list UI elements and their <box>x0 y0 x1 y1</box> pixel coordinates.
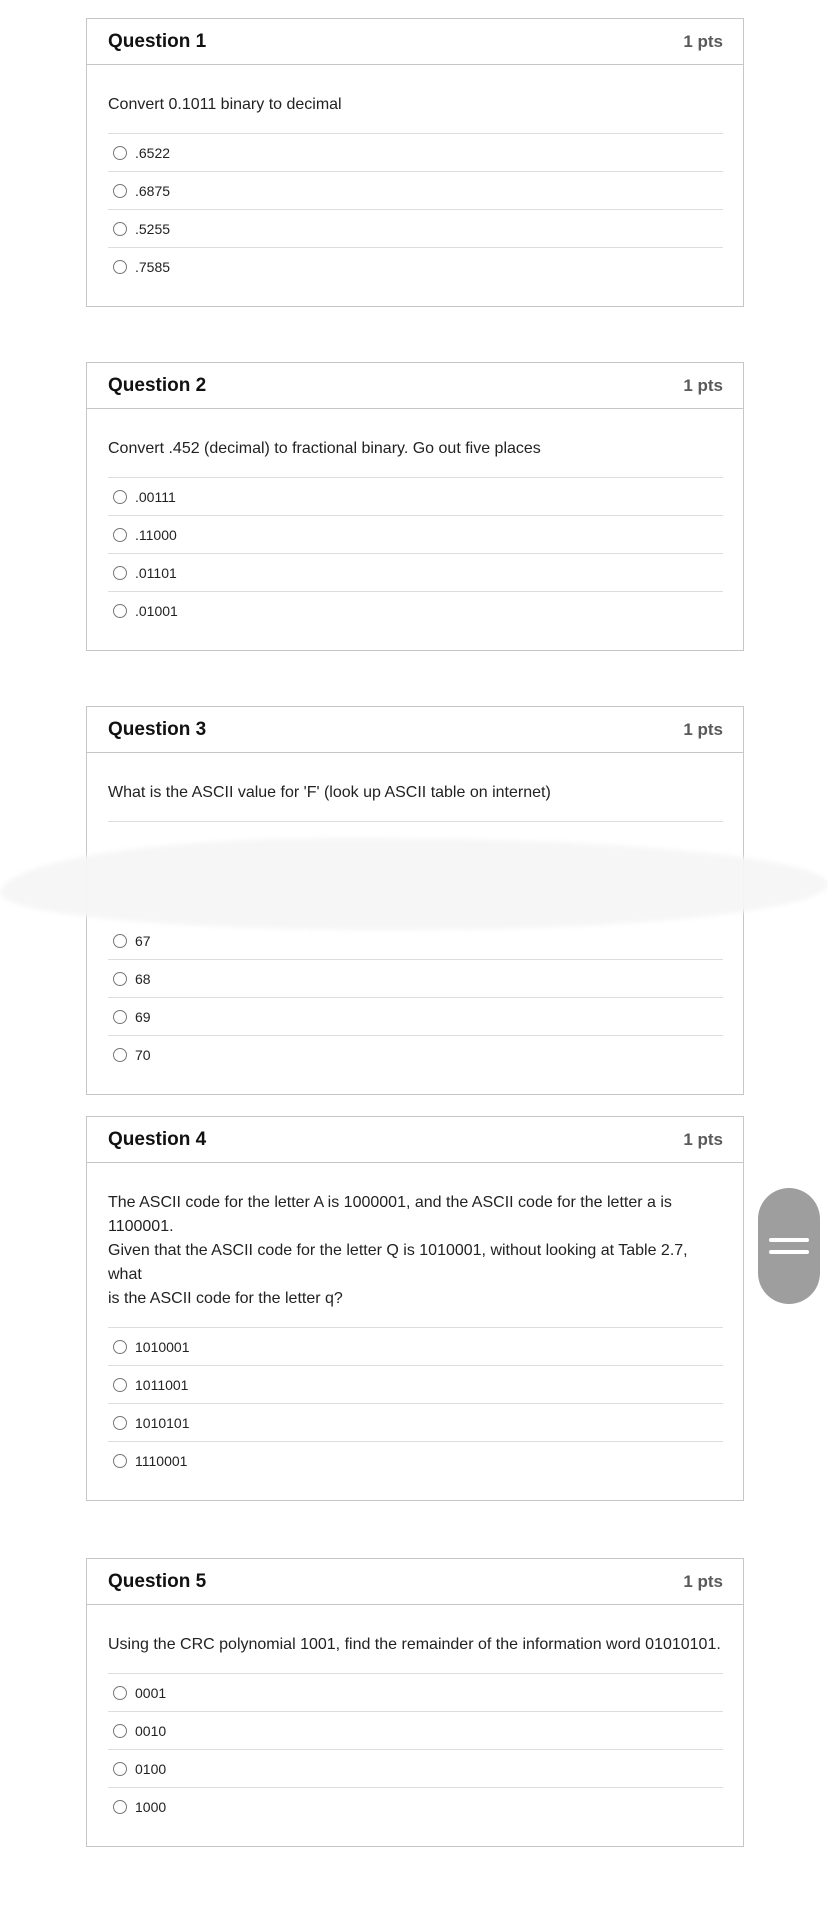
question-text: The ASCII code for the letter A is 1000001, and the ASCII code for the letter a is 1100001. Given that the ASCII code for the letter Q is 1010001, without looking at Table 2.7, what is the ASCII code for the letter q? <box>108 1194 688 1307</box>
radio-button[interactable] <box>113 1686 127 1700</box>
question-header <box>87 1559 743 1605</box>
answer-option[interactable] <box>108 1712 723 1750</box>
radio-button[interactable] <box>113 1340 127 1354</box>
question-points: 1 pts <box>683 375 723 395</box>
question-title: Question 4 <box>108 1128 207 1150</box>
answer-option[interactable] <box>108 1366 723 1404</box>
grip-line-icon <box>769 1238 809 1242</box>
answer-label: 69 <box>135 1008 151 1025</box>
answer-label: 68 <box>135 970 151 987</box>
radio-button[interactable] <box>113 1416 127 1430</box>
radio-button[interactable] <box>113 972 127 986</box>
answer-label: 1110001 <box>135 1453 188 1469</box>
radio-button[interactable] <box>113 1724 127 1738</box>
answer-option[interactable] <box>108 554 723 592</box>
question-card-5 <box>86 1558 744 1847</box>
answer-option[interactable] <box>108 998 723 1036</box>
answer-option[interactable] <box>108 1404 723 1442</box>
question-card-1 <box>86 18 744 307</box>
answer-label: .7585 <box>135 259 171 275</box>
question-header <box>87 707 743 753</box>
screen-smudge <box>0 838 828 930</box>
answer-option[interactable] <box>108 478 723 516</box>
answer-label: 0010 <box>135 1722 167 1739</box>
question-title: Question 2 <box>108 374 207 396</box>
question-points: 1 pts <box>683 719 723 739</box>
radio-button[interactable] <box>113 604 127 618</box>
question-text: What is the ASCII value for 'F' (look up ASCII table on internet) <box>108 784 551 801</box>
scroll-handle[interactable] <box>758 1188 820 1304</box>
answer-label: 1000 <box>135 1799 167 1815</box>
radio-button[interactable] <box>113 528 127 542</box>
question-card-2 <box>86 362 744 651</box>
question-text: Convert 0.1011 binary to decimal <box>108 96 342 113</box>
radio-button[interactable] <box>113 1454 127 1468</box>
answer-label: 1010001 <box>135 1338 190 1355</box>
radio-button[interactable] <box>113 260 127 274</box>
radio-button[interactable] <box>113 934 127 948</box>
radio-button[interactable] <box>113 490 127 504</box>
answer-option[interactable] <box>108 1442 723 1480</box>
answer-list <box>108 1673 723 1826</box>
answer-label: .01001 <box>135 603 178 619</box>
answer-option[interactable] <box>108 1750 723 1788</box>
radio-button[interactable] <box>113 1048 127 1062</box>
answer-option[interactable] <box>108 960 723 998</box>
question-title: Question 3 <box>108 718 207 740</box>
answer-list <box>108 477 723 630</box>
answer-label: 0100 <box>135 1760 167 1777</box>
radio-button[interactable] <box>113 222 127 236</box>
answer-list <box>108 133 723 286</box>
question-title: Question 5 <box>108 1570 207 1592</box>
answer-option[interactable] <box>108 210 723 248</box>
question-points: 1 pts <box>683 31 723 51</box>
answer-label: .00111 <box>135 488 176 505</box>
answer-option[interactable] <box>108 134 723 172</box>
answer-list <box>108 1327 723 1480</box>
question-title: Question 1 <box>108 30 207 52</box>
question-text: Using the CRC polynomial 1001, find the remainder of the information word 01010101. <box>108 1636 721 1653</box>
answer-option[interactable] <box>108 1788 723 1826</box>
answer-label: .11000 <box>135 526 177 543</box>
answer-option[interactable] <box>108 1036 723 1074</box>
radio-button[interactable] <box>113 566 127 580</box>
answer-label: 1010101 <box>135 1414 190 1431</box>
question-text: Convert .452 (decimal) to fractional binary. Go out five places <box>108 440 541 457</box>
answer-option[interactable] <box>108 248 723 286</box>
answer-label: 67 <box>135 932 151 949</box>
radio-button[interactable] <box>113 1762 127 1776</box>
answer-label: .6875 <box>135 182 171 199</box>
answer-option[interactable] <box>108 172 723 210</box>
radio-button[interactable] <box>113 184 127 198</box>
radio-button[interactable] <box>113 1800 127 1814</box>
answer-label: .5255 <box>135 220 171 237</box>
question-header <box>87 1117 743 1163</box>
question-header <box>87 19 743 65</box>
answer-option[interactable] <box>108 1674 723 1712</box>
answer-option[interactable] <box>108 592 723 630</box>
question-header <box>87 363 743 409</box>
radio-button[interactable] <box>113 1010 127 1024</box>
question-points: 1 pts <box>683 1129 723 1149</box>
answer-option[interactable] <box>108 516 723 554</box>
radio-button[interactable] <box>113 1378 127 1392</box>
radio-button[interactable] <box>113 146 127 160</box>
answer-label: .01101 <box>135 564 177 581</box>
question-card-4 <box>86 1116 744 1501</box>
answer-label: .6522 <box>135 144 171 161</box>
answer-label: 70 <box>135 1047 151 1063</box>
answer-label: 0001 <box>135 1684 167 1701</box>
grip-line-icon <box>769 1250 809 1254</box>
question-points: 1 pts <box>683 1571 723 1591</box>
answer-option[interactable] <box>108 1328 723 1366</box>
answer-label: 1011001 <box>135 1376 189 1393</box>
